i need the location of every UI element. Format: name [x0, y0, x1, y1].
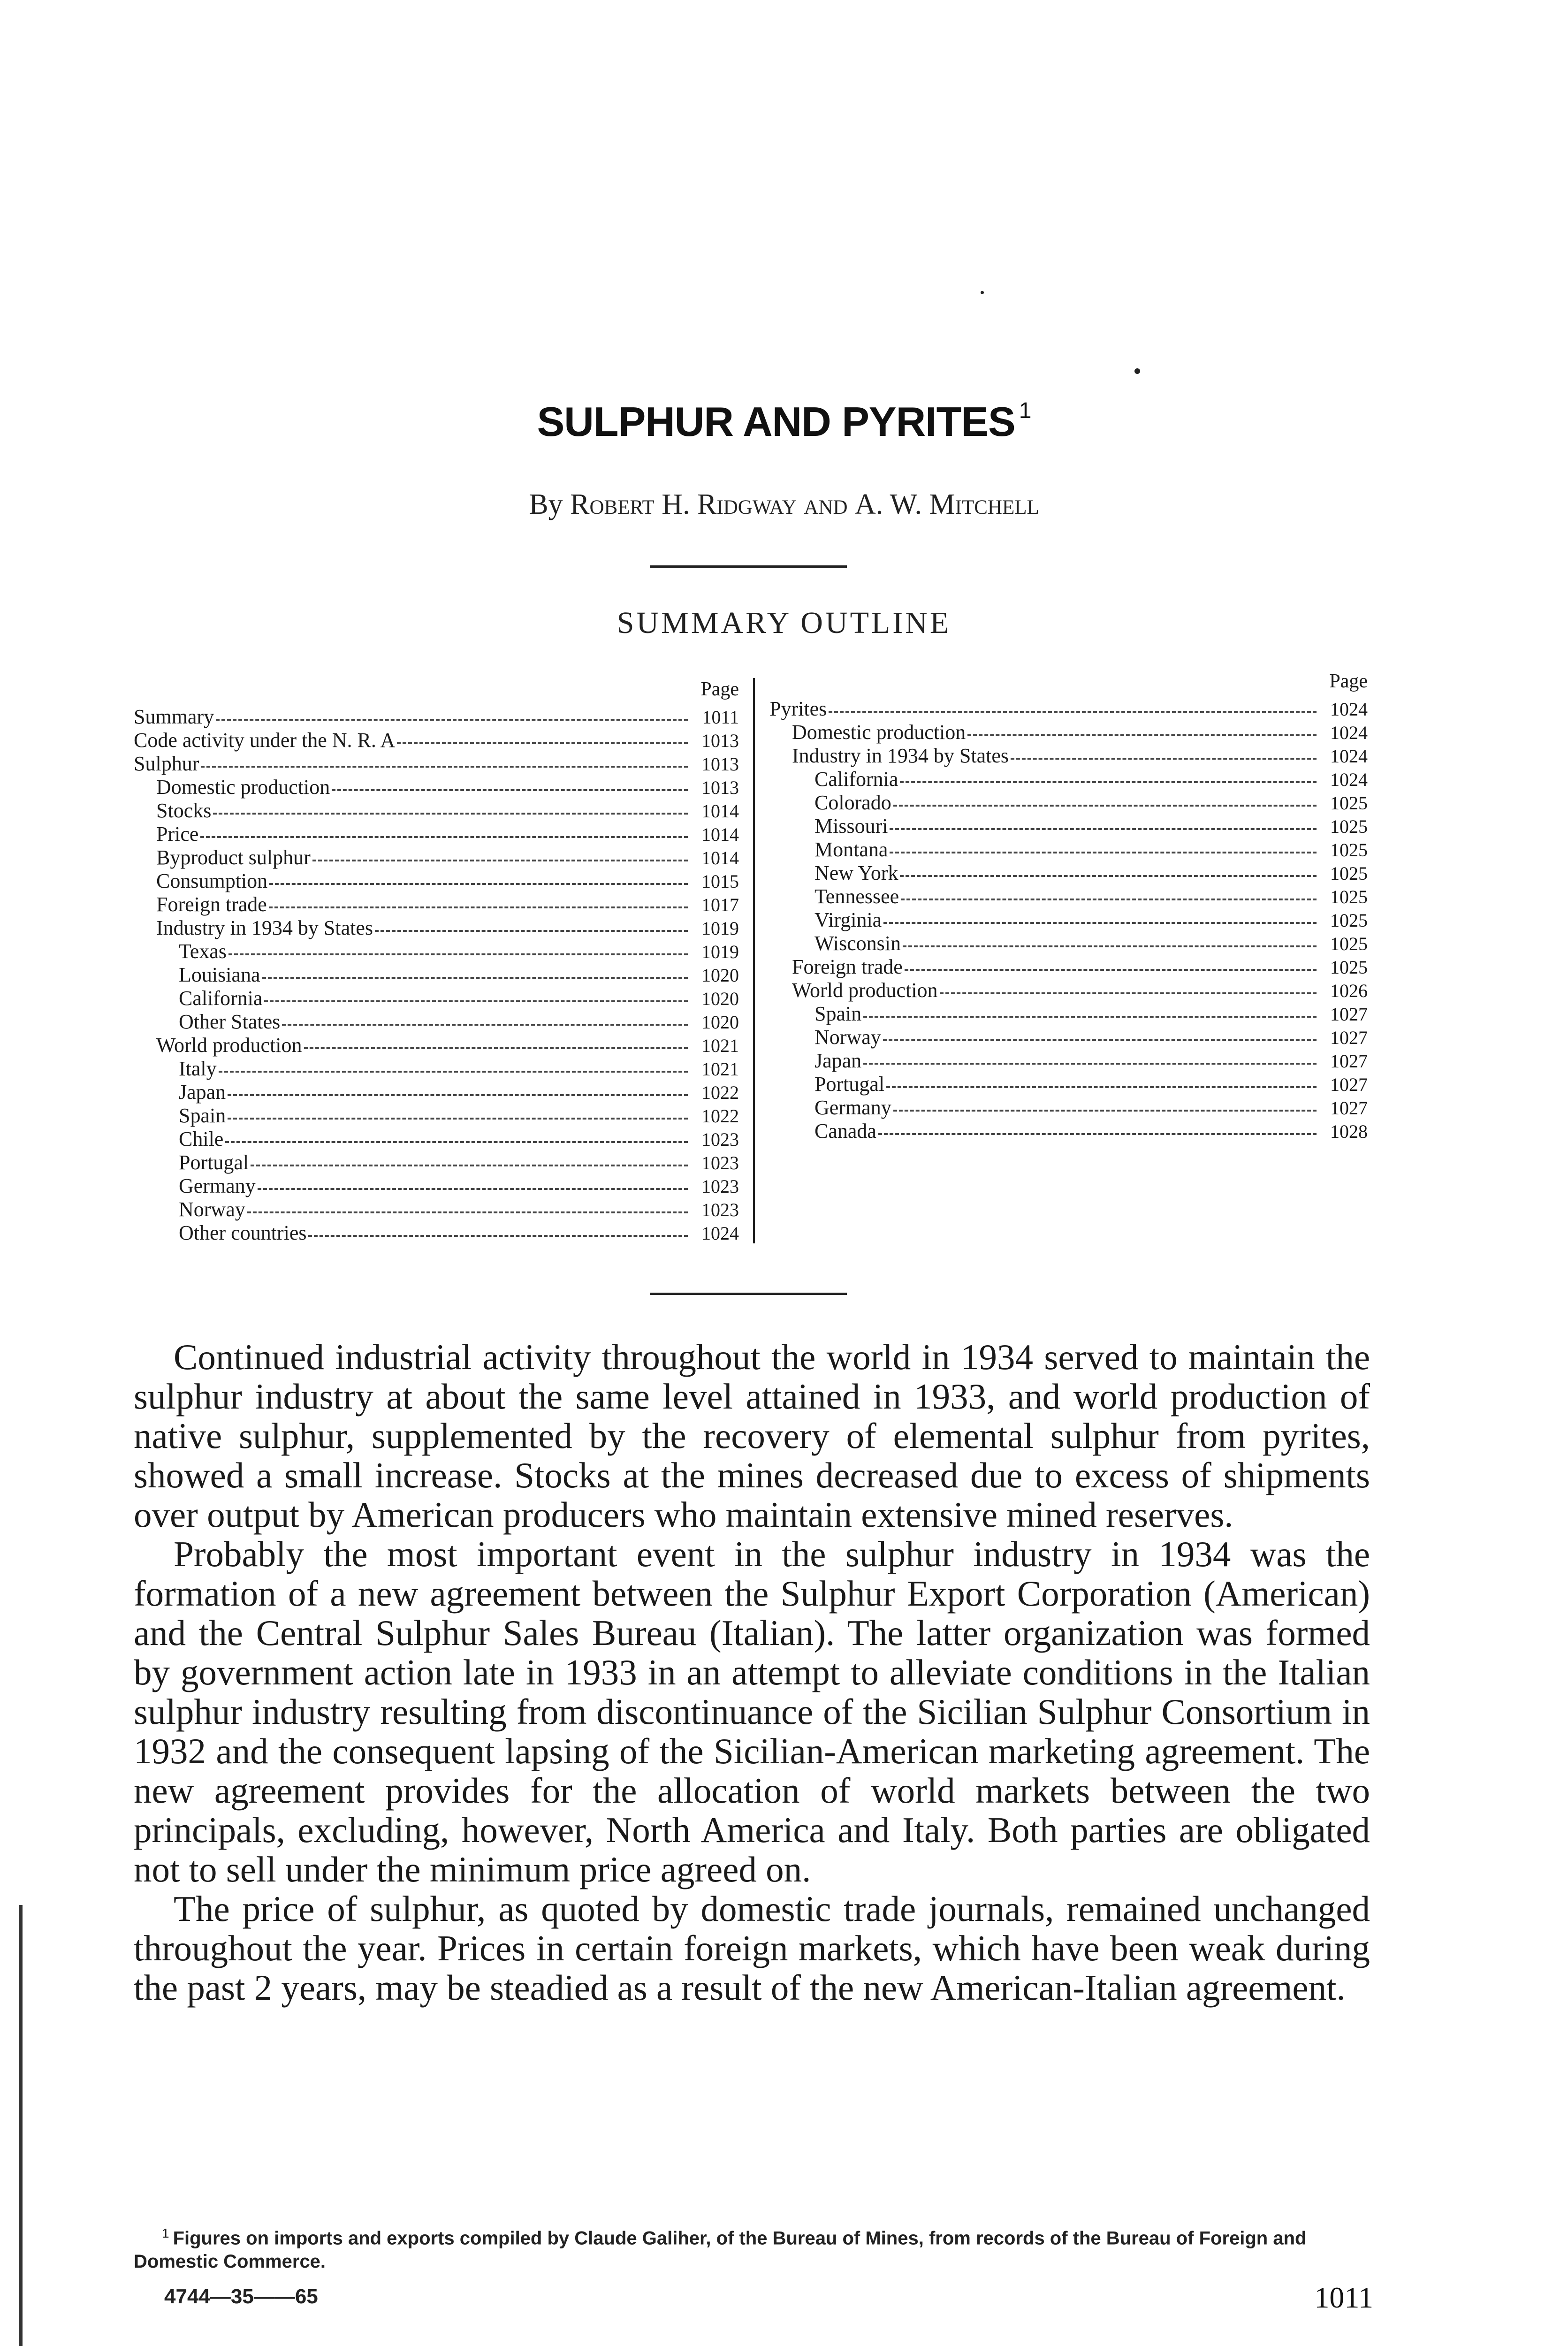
toc-leader-dots	[251, 1165, 688, 1166]
toc-entry-label: Domestic production	[156, 776, 330, 799]
toc-entry	[134, 729, 739, 752]
toc-entry	[134, 1034, 739, 1057]
toc-entry-label: Spain	[179, 1104, 226, 1127]
toc-entry	[134, 776, 739, 799]
toc-leader-dots	[304, 1047, 688, 1049]
toc-entry	[769, 1096, 1368, 1120]
toc-entry-page: 1015	[701, 871, 739, 892]
toc-column-divider	[753, 678, 755, 1243]
toc-entry-label: Canada	[814, 1120, 876, 1143]
toc-entry-label: Texas	[179, 940, 227, 963]
toc-entry-page: 1024	[1330, 769, 1368, 790]
toc-entry-label: Louisiana	[179, 963, 260, 986]
toc-entry	[769, 955, 1368, 979]
toc-leader-dots	[863, 1016, 1317, 1018]
toc-entry-page: 1011	[702, 707, 739, 728]
toc-entry	[769, 1049, 1368, 1073]
scan-speck	[1134, 368, 1140, 374]
title-text: SULPHUR AND PYRITES	[537, 398, 1015, 445]
paragraph: Probably the most important event in the sulphur industry in 1934 was the formation of a new agreement between the Sulphur Export Corporation (American) and the Central Sulphur Sales Bureau (Italian). The latter organization was formed by government action late in 1933 in an attempt to alleviate conditions in the Italian sulphur industry resulting from discontinuance of the Sicilian Sulphur Consortium in 1932 and the consequent lapsing of the Sicilian-American marketing agreement. The new agreement provides for the allocation of world markets between the two principals, excluding, however, North America and Italy. Both parties are obligated not to sell under the minimum price agreed on.	[134, 1534, 1370, 1889]
toc-leader-dots	[890, 852, 1317, 853]
toc-entry-page: 1024	[701, 1223, 739, 1244]
toc-leader-dots	[269, 906, 688, 908]
toc-entry-page: 1025	[1330, 933, 1368, 954]
toc-leader-dots	[1011, 758, 1317, 760]
toc-entry	[134, 846, 739, 869]
authors-prefix: By	[529, 488, 563, 520]
toc-leader-dots	[397, 742, 688, 744]
toc-entry	[769, 932, 1368, 955]
toc-entry	[769, 1073, 1368, 1096]
toc-entry-label: Other countries	[179, 1221, 307, 1244]
toc-entry-label: Consumption	[156, 869, 268, 892]
toc-entry	[134, 893, 739, 916]
footnote	[134, 2222, 1370, 2273]
toc-leader-dots	[893, 1110, 1317, 1112]
toc-entry-label: Japan	[179, 1081, 226, 1104]
toc-entry-label: World production	[156, 1034, 302, 1057]
toc-leader-dots	[901, 899, 1317, 900]
toc-entry-label: Chile	[179, 1127, 224, 1150]
toc-leader-dots	[225, 1141, 688, 1143]
toc-entry-page: 1019	[701, 918, 739, 939]
toc-entry-page: 1027	[1330, 1074, 1368, 1095]
toc-entry	[769, 815, 1368, 838]
toc-entry-label: Spain	[814, 1002, 862, 1025]
title-divider	[650, 565, 847, 568]
page-title	[0, 398, 1568, 446]
toc-leader-dots	[308, 1235, 688, 1237]
outline-end-divider	[650, 1293, 847, 1295]
toc-entry	[769, 1026, 1368, 1049]
toc-entry-page: 1019	[701, 941, 739, 962]
toc-entry-page: 1025	[1330, 910, 1368, 931]
toc-entry-page: 1024	[1330, 746, 1368, 767]
toc-entry-page: 1025	[1330, 839, 1368, 861]
toc-entry-label: Foreign trade	[792, 955, 903, 978]
toc-entry	[134, 963, 739, 987]
toc-entry-page: 1013	[701, 730, 739, 751]
toc-entry-label: Foreign trade	[156, 893, 267, 916]
toc-leader-dots	[269, 883, 688, 885]
toc-leader-dots	[247, 1211, 688, 1213]
paragraph: The price of sulphur, as quoted by domestic trade journals, remained unchanged throughout the year. Prices in certain foreign markets, which have been weak during the past 2 years, may be steadied as a result of the new American-Italian agreement.	[134, 1889, 1370, 2008]
toc-entry-label: Japan	[814, 1049, 862, 1072]
title-footnote-marker: 1	[1019, 398, 1031, 423]
toc-entry	[134, 705, 739, 729]
toc-entry	[134, 752, 739, 776]
toc-leader-dots	[900, 875, 1317, 877]
toc-leader-dots	[883, 922, 1317, 924]
toc-entry-page: 1020	[701, 965, 739, 986]
toc-entry	[134, 1010, 739, 1034]
toc-entry	[769, 885, 1368, 908]
toc-entry-label: Tennessee	[814, 885, 899, 908]
toc-leader-dots	[213, 813, 688, 815]
scan-speck	[981, 291, 984, 294]
footnote-marker: 1	[162, 2226, 169, 2240]
toc-entry-label: Wisconsin	[814, 932, 901, 955]
toc-entry-page: 1024	[1330, 699, 1368, 720]
toc-entry-label: Code activity under the N. R. A	[134, 729, 396, 752]
toc-entry-page: 1027	[1330, 1027, 1368, 1048]
toc-entry-label: Pyrites	[769, 697, 827, 720]
toc-leader-dots	[332, 789, 688, 791]
author-1: Robert H. Ridgway	[570, 488, 797, 520]
toc-entry-page: 1025	[1330, 863, 1368, 884]
toc-entry	[134, 1151, 739, 1174]
toc-entry-label: Missouri	[814, 815, 888, 838]
scan-edge-mark	[19, 1905, 23, 2346]
toc-entry-label: Germany	[814, 1096, 891, 1119]
toc-entry-label: Germany	[179, 1174, 256, 1197]
toc-entry-label: Montana	[814, 838, 888, 861]
toc-leader-dots	[201, 766, 688, 768]
toc-leader-dots	[890, 828, 1317, 830]
toc-entry-label: California	[179, 987, 263, 1010]
toc-entry-page: 1022	[701, 1082, 739, 1103]
toc-entry-label: Portugal	[814, 1073, 885, 1096]
toc-leader-dots	[886, 1086, 1317, 1088]
toc-entry-label: Summary	[134, 705, 214, 728]
toc-entry	[769, 791, 1368, 815]
toc-entry	[769, 861, 1368, 885]
toc-entry-page: 1023	[701, 1152, 739, 1173]
author-2: A. W. Mitchell	[855, 488, 1039, 520]
toc-entry-page: 1023	[701, 1176, 739, 1197]
toc-entry-page: 1028	[1330, 1121, 1368, 1142]
toc-entry	[769, 908, 1368, 932]
toc-entry-label: Norway	[814, 1026, 881, 1049]
toc-entry	[769, 721, 1368, 744]
toc-leader-dots	[262, 977, 688, 979]
toc-leader-dots	[228, 1094, 688, 1096]
toc-entry-label: California	[814, 768, 898, 791]
toc-leader-dots	[282, 1024, 688, 1026]
toc-entry-label: Sulphur	[134, 752, 199, 775]
toc-entry-label: Colorado	[814, 791, 891, 814]
toc-entry	[134, 1057, 739, 1081]
footnote-text: Figures on imports and exports compiled by Claude Galiher, of the Bureau of Mines, from records of the Bureau of Foreign and Domestic Commerce.	[134, 2228, 1307, 2272]
body-text	[134, 1337, 1370, 2007]
toc-entry-page: 1023	[701, 1129, 739, 1150]
toc-entry	[134, 799, 739, 823]
toc-entry-page: 1025	[1330, 886, 1368, 907]
toc-leader-dots	[829, 711, 1317, 713]
toc-leader-dots	[863, 1063, 1317, 1065]
toc-entry	[769, 697, 1368, 721]
toc-entry-page: 1021	[701, 1035, 739, 1056]
toc-leader-dots	[219, 1071, 688, 1073]
toc-entry-page: 1013	[701, 777, 739, 798]
toc-entry-page: 1025	[1330, 957, 1368, 978]
toc-entry-label: Price	[156, 823, 199, 845]
toc-entry	[769, 1120, 1368, 1143]
toc-entry-page: 1024	[1330, 722, 1368, 743]
toc-entry-page: 1013	[701, 754, 739, 775]
paragraph: Continued industrial activity throughout the world in 1934 served to maintain the sulphur industry at about the same level attained in 1933, and world production of native sulphur, supplemented by the recovery of elemental sulphur from pyrites, showed a small increase. Stocks at the mines decreased due to excess of shipments over output by American producers who maintain extensive mined reserves.	[134, 1337, 1370, 1535]
toc-leader-dots	[967, 734, 1317, 736]
toc-left-column	[134, 678, 739, 1245]
toc-leader-dots	[228, 1118, 688, 1120]
toc-entry-label: Norway	[179, 1198, 245, 1221]
toc-entry-page: 1027	[1330, 1004, 1368, 1025]
toc-entry-page: 1014	[701, 847, 739, 868]
toc-entry-label: Italy	[179, 1057, 217, 1080]
toc-leader-dots	[216, 719, 688, 721]
toc-entry-page: 1027	[1330, 1051, 1368, 1072]
toc-entry-page: 1025	[1330, 816, 1368, 837]
authors-line	[0, 488, 1568, 521]
toc-entry	[134, 916, 739, 940]
toc-entry-label: Stocks	[156, 799, 212, 822]
toc-entry	[769, 979, 1368, 1002]
toc-leader-dots	[883, 1039, 1317, 1041]
toc-entry-label: Industry in 1934 by States	[792, 744, 1009, 767]
toc-entry-label: New York	[814, 861, 898, 884]
toc-entry-page: 1020	[701, 1012, 739, 1033]
print-code: 4744—35——65	[164, 2285, 318, 2308]
toc-entry	[134, 987, 739, 1010]
toc-entry-page: 1026	[1330, 980, 1368, 1001]
toc-entry	[769, 1002, 1368, 1026]
toc-entry-page: 1017	[701, 894, 739, 915]
toc-right-column	[769, 670, 1368, 1143]
toc-leader-dots	[228, 953, 688, 955]
authors-and: and	[804, 488, 848, 520]
toc-entry	[134, 1081, 739, 1104]
page-number: 1011	[1314, 2281, 1373, 2314]
toc-leader-dots	[264, 1000, 688, 1002]
toc-leader-dots	[258, 1188, 688, 1190]
toc-entry-page: 1023	[701, 1199, 739, 1220]
toc-entry-label: Byproduct sulphur	[156, 846, 311, 869]
toc-leader-dots	[903, 945, 1317, 947]
toc-entry	[134, 940, 739, 963]
toc-entry	[769, 838, 1368, 861]
toc-entry	[134, 1221, 739, 1245]
toc-entry	[134, 1104, 739, 1127]
toc-entry-label: World production	[792, 979, 938, 1002]
toc-leader-dots	[900, 781, 1317, 783]
toc-entry	[134, 1127, 739, 1151]
toc-leader-dots	[375, 930, 688, 932]
toc-entry	[134, 1174, 739, 1198]
toc-entry	[134, 1198, 739, 1221]
toc-leader-dots	[878, 1133, 1317, 1135]
toc-entry-label: Industry in 1934 by States	[156, 916, 373, 939]
toc-entry-page: 1025	[1330, 792, 1368, 814]
toc-entry-page: 1022	[701, 1105, 739, 1127]
toc-entry-label: Portugal	[179, 1151, 249, 1174]
toc-entry-page: 1014	[701, 824, 739, 845]
toc-leader-dots	[940, 992, 1317, 994]
toc-page-header: Page	[1329, 670, 1368, 692]
toc-entry-page: 1020	[701, 988, 739, 1009]
toc-entry	[134, 823, 739, 846]
toc-leader-dots	[893, 805, 1317, 807]
toc-entry-page: 1021	[701, 1059, 739, 1080]
toc-entry	[134, 869, 739, 893]
toc-entry-page: 1027	[1330, 1097, 1368, 1119]
toc-entry-page: 1014	[701, 800, 739, 822]
toc-leader-dots	[312, 860, 688, 861]
toc-entry	[769, 744, 1368, 768]
toc-entry-label: Virginia	[814, 908, 882, 931]
toc-page-header: Page	[700, 678, 739, 700]
toc-leader-dots	[200, 836, 688, 838]
toc-entry	[769, 768, 1368, 791]
toc-leader-dots	[905, 969, 1317, 971]
toc-entry-label: Other States	[179, 1010, 281, 1033]
outline-heading: SUMMARY OUTLINE	[617, 606, 951, 640]
toc-entry-label: Domestic production	[792, 721, 966, 744]
